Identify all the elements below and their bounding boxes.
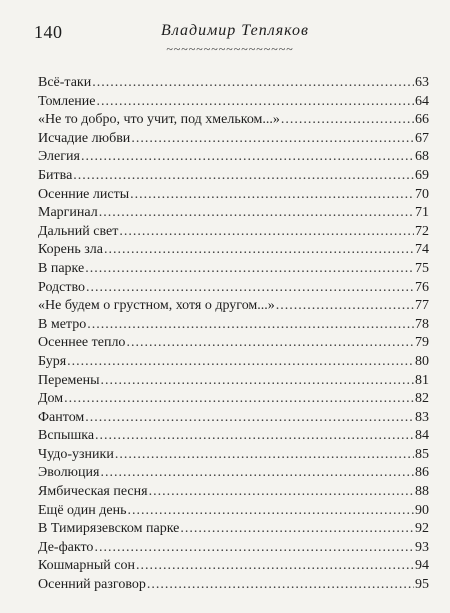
toc-entry-title: Родство <box>38 279 86 295</box>
dot-leader <box>94 539 414 558</box>
toc-entry-page: 68 <box>415 149 429 165</box>
toc-entry-title: Битва <box>38 167 73 183</box>
toc-entry-page: 90 <box>415 502 429 518</box>
dot-leader <box>126 334 414 353</box>
dot-leader <box>147 576 414 595</box>
toc-entry <box>38 241 429 260</box>
toc-entry <box>38 223 429 242</box>
toc-entry <box>38 334 429 353</box>
dot-leader <box>95 427 414 446</box>
dot-leader <box>85 260 414 279</box>
toc-entry <box>38 186 429 205</box>
toc-entry <box>38 409 429 428</box>
toc-entry-page: 66 <box>415 112 429 128</box>
toc-entry-title: Корень зла <box>38 242 103 258</box>
toc-entry-title: Буря <box>38 353 67 369</box>
toc-entry <box>38 390 429 409</box>
toc-entry <box>38 130 429 149</box>
toc-entry-page: 88 <box>415 484 429 500</box>
toc-entry-page: 92 <box>415 521 429 537</box>
toc-entry <box>38 74 429 93</box>
dot-leader <box>87 316 414 335</box>
dot-leader <box>180 520 414 539</box>
toc-entry-page: 75 <box>415 260 429 276</box>
toc-entry-page: 78 <box>415 316 429 332</box>
dot-leader <box>97 93 415 112</box>
toc-entry <box>38 353 429 372</box>
toc-entry <box>38 483 429 502</box>
toc-entry-title: Чудо-узники <box>38 446 114 462</box>
toc-entry-page: 81 <box>415 372 429 388</box>
toc-entry-title: «Не то добро, что учит, под хмельком...» <box>38 112 280 128</box>
toc-entry-page: 84 <box>415 428 429 444</box>
toc-entry <box>38 539 429 558</box>
toc-entry-page: 83 <box>415 409 429 425</box>
toc-entry-title: Вспышка <box>38 428 95 444</box>
toc-entry <box>38 464 429 483</box>
dot-leader <box>99 204 414 223</box>
toc-entry-page: 70 <box>415 186 429 202</box>
toc-entry-page: 64 <box>415 93 429 109</box>
toc-entry-page: 71 <box>415 205 429 221</box>
toc-entry-page: 80 <box>415 353 429 369</box>
toc-entry <box>38 316 429 335</box>
toc-entry-page: 69 <box>415 167 429 183</box>
toc-entry <box>38 93 429 112</box>
dot-leader <box>81 148 414 167</box>
toc-entry-title: Исчадие любви <box>38 130 131 146</box>
dot-leader <box>136 557 414 576</box>
toc-entry <box>38 148 429 167</box>
dot-leader <box>64 390 414 409</box>
toc-entry-title: Всё-таки <box>38 75 92 90</box>
toc-entry <box>38 520 429 539</box>
dot-leader <box>86 279 414 298</box>
toc-entry-title: Ещё один день <box>38 502 127 518</box>
toc-entry-title: Кошмарный сон <box>38 558 135 574</box>
toc-entry-title: Фантом <box>38 409 85 425</box>
toc-entry <box>38 502 429 521</box>
toc-entry <box>38 167 429 186</box>
toc-entry <box>38 372 429 391</box>
toc-entry-title: Томление <box>38 93 96 109</box>
dot-leader <box>131 130 414 149</box>
dot-leader <box>73 167 414 186</box>
toc-entry-page: 86 <box>415 465 429 481</box>
toc-entry-title: Осенний разговор <box>38 577 146 593</box>
toc-entry <box>38 260 429 279</box>
toc-entry-title: Дальний свет <box>38 223 119 239</box>
toc-entry-title: Эволюция <box>38 465 100 481</box>
toc-entry-page: 94 <box>415 558 429 574</box>
toc-entry-title: Дом <box>38 391 64 407</box>
toc-entry <box>38 204 429 223</box>
toc-entry-title: Элегия <box>38 149 80 165</box>
toc-entry <box>38 279 429 298</box>
toc-entry-page: 77 <box>415 298 429 314</box>
toc-entry-page: 63 <box>415 75 429 90</box>
toc-entry <box>38 557 429 576</box>
toc-entry <box>38 576 429 595</box>
dot-leader <box>149 483 414 502</box>
toc-entry-title: В парке <box>38 260 85 276</box>
toc-entry-page: 82 <box>415 391 429 407</box>
toc-entry-title: Ямбическая песня <box>38 484 148 500</box>
toc-entry <box>38 446 429 465</box>
dot-leader <box>281 111 414 130</box>
dot-leader <box>101 372 414 391</box>
dot-leader <box>100 464 414 483</box>
dot-leader <box>130 186 414 205</box>
toc-entry-page: 95 <box>415 577 429 593</box>
toc-entry <box>38 111 429 130</box>
toc-entry-title: Маргинал <box>38 205 98 221</box>
decorative-tilde-rule: ~~~~~~~~~~~~~~~~~ <box>166 42 294 56</box>
toc-entry-page: 67 <box>415 130 429 146</box>
toc-entry-title: В Тимирязевском парке <box>38 521 180 537</box>
toc-entry-title: Осенние листы <box>38 186 130 202</box>
running-head-author: Владимир Тепляков <box>161 22 309 39</box>
dot-leader <box>119 223 414 242</box>
toc-entry-title: Осеннее тепло <box>38 335 126 351</box>
toc-entry <box>38 427 429 446</box>
dot-leader <box>104 241 414 260</box>
dot-leader <box>85 409 414 428</box>
toc-entry-page: 76 <box>415 279 429 295</box>
toc-entry-page: 72 <box>415 223 429 239</box>
toc-entry-title: Де-факто <box>38 539 94 555</box>
table-of-contents <box>38 74 429 595</box>
toc-entry-title: Перемены <box>38 372 100 388</box>
toc-entry-title: «Не будем о грустном, хотя о другом...» <box>38 298 275 314</box>
toc-entry-page: 79 <box>415 335 429 351</box>
dot-leader <box>92 74 414 93</box>
toc-entry-title: В метро <box>38 316 87 332</box>
dot-leader <box>276 297 414 316</box>
toc-entry <box>38 297 429 316</box>
page-number: 140 <box>34 22 63 42</box>
toc-entry-page: 93 <box>415 539 429 555</box>
dot-leader <box>67 353 414 372</box>
toc-entry-page: 74 <box>415 242 429 258</box>
toc-entry-page: 85 <box>415 446 429 462</box>
dot-leader <box>115 446 414 465</box>
dot-leader <box>127 502 414 521</box>
